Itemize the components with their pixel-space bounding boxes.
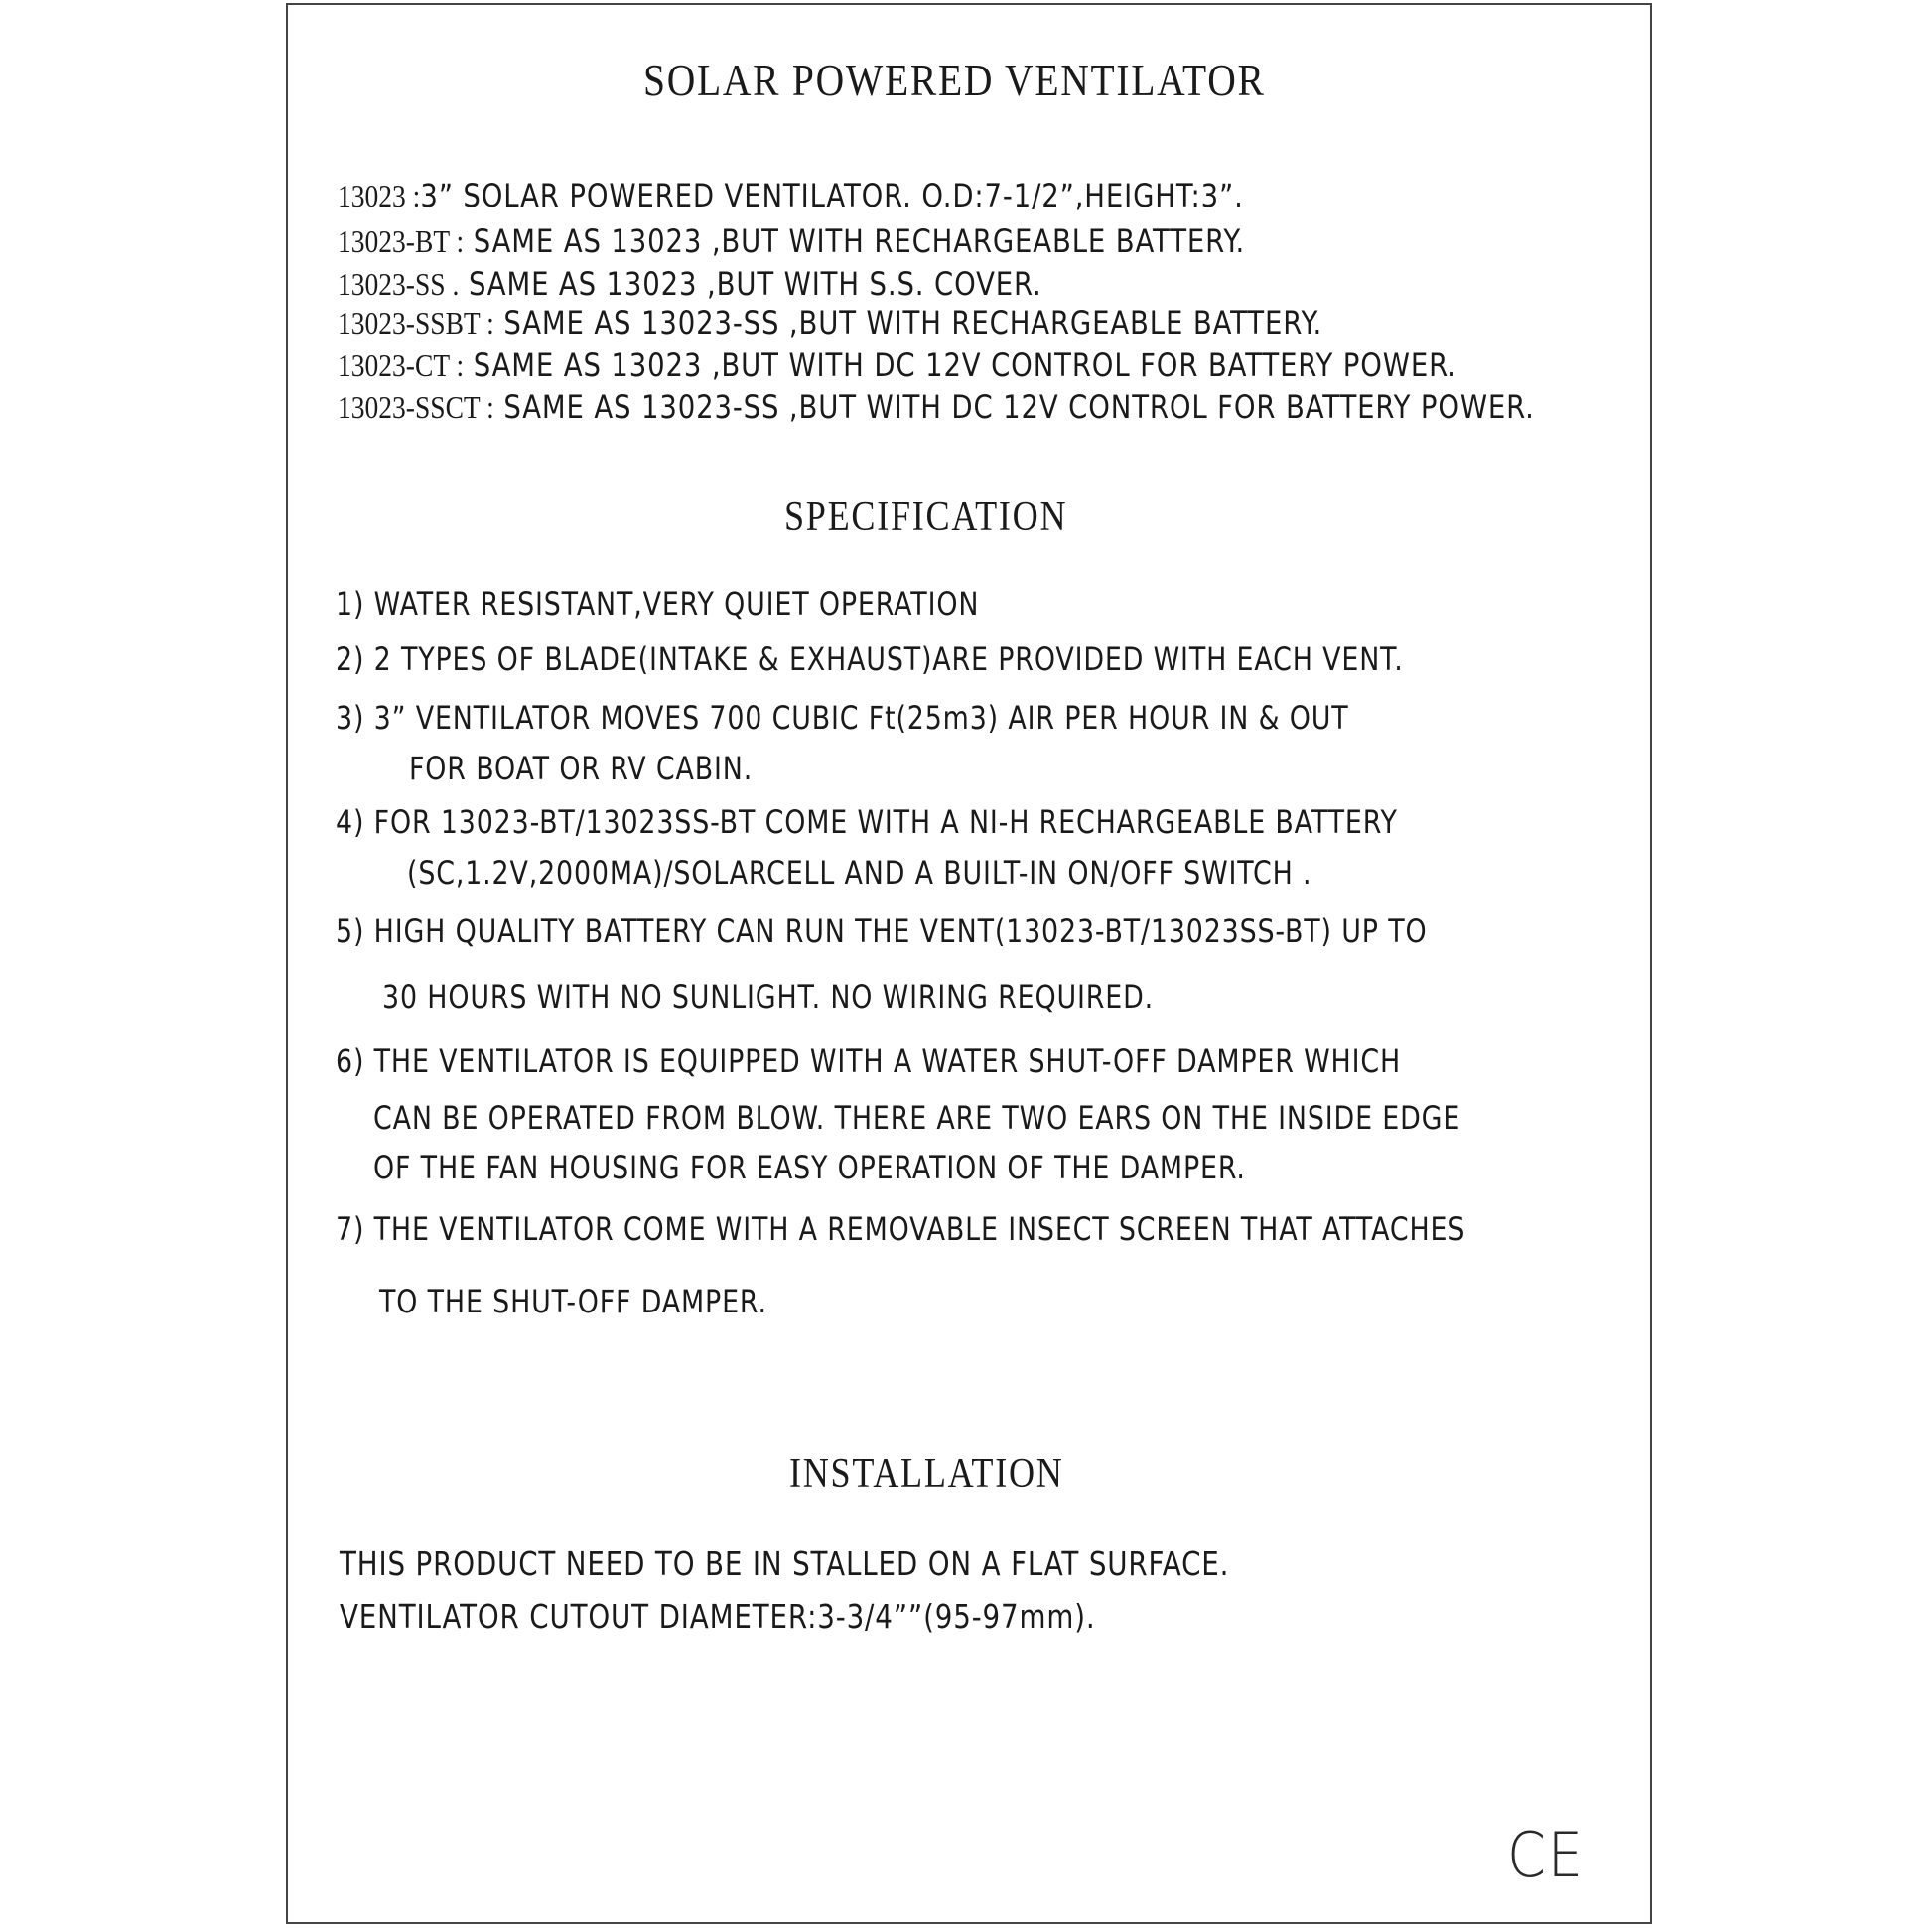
specification-heading: SPECIFICATION xyxy=(784,494,1068,540)
spec-line: CAN BE OPERATED FROM BLOW. THERE ARE TWO EARS ON THE INSIDE EDGE xyxy=(373,1099,1461,1137)
spec-line: 7) THE VENTILATOR COME WITH A REMOVABLE INSECT SCREEN THAT ATTACHES xyxy=(336,1210,1466,1248)
spec-line: TO THE SHUT-OFF DAMPER. xyxy=(379,1283,767,1320)
model-desc: SAME AS 13023 ,BUT WITH DC 12V CONTROL FOR BATTERY POWER. xyxy=(473,346,1457,384)
model-line xyxy=(338,304,1323,342)
spec-line: 30 HOURS WITH NO SUNLIGHT. NO WIRING REQUIRED. xyxy=(382,978,1155,1016)
model-desc: SAME AS 13023 ,BUT WITH RECHARGEABLE BATTERY. xyxy=(473,222,1246,260)
spec-line: 3) 3” VENTILATOR MOVES 700 CUBIC Ft(25m3) AIR PER HOUR IN & OUT xyxy=(336,699,1349,737)
model-line xyxy=(338,346,1457,384)
spec-line: (SC,1.2V,2000MA)/SOLARCELL AND A BUILT-IN ON/OFF SWITCH . xyxy=(407,854,1312,892)
installation-heading: INSTALLATION xyxy=(789,1451,1064,1497)
spec-line: 2) 2 TYPES OF BLADE(INTAKE & EXHAUST)ARE PROVIDED WITH EACH VENT. xyxy=(336,640,1404,678)
model-desc: SAME AS 13023 ,BUT WITH S.S. COVER. xyxy=(468,265,1042,303)
border-gap xyxy=(645,0,874,1)
model-code: 13023-BT : xyxy=(338,223,465,259)
installation-line: THIS PRODUCT NEED TO BE IN STALLED ON A FLAT SURFACE. xyxy=(340,1544,1230,1583)
spec-line: 6) THE VENTILATOR IS EQUIPPED WITH A WATER SHUT-OFF DAMPER WHICH xyxy=(336,1042,1402,1080)
model-code: 13023-SSBT : xyxy=(338,305,494,341)
model-line xyxy=(338,222,1246,260)
model-line xyxy=(338,388,1535,426)
model-code: 13023-SSCT : xyxy=(338,389,494,425)
spec-line: OF THE FAN HOUSING FOR EASY OPERATION OF THE DAMPER. xyxy=(373,1149,1246,1186)
model-code: 13023-SS . xyxy=(338,266,460,302)
ce-mark: CE xyxy=(1507,1819,1585,1891)
document-title: SOLAR POWERED VENTILATOR xyxy=(643,55,1266,105)
model-line xyxy=(338,177,1244,214)
model-code: 13023 : xyxy=(338,178,421,213)
installation-line: VENTILATOR CUTOUT DIAMETER:3-3/4””(95-97mm). xyxy=(340,1597,1096,1636)
spec-line: FOR BOAT OR RV CABIN. xyxy=(409,750,754,787)
model-line xyxy=(338,265,1042,303)
model-desc: 3” SOLAR POWERED VENTILATOR. O.D:7-1/2”,HEIGHT:3”. xyxy=(420,177,1244,214)
spec-line: 5) HIGH QUALITY BATTERY CAN RUN THE VENT(13023-BT/13023SS-BT) UP TO xyxy=(336,912,1428,950)
model-code: 13023-CT : xyxy=(338,347,465,383)
model-desc: SAME AS 13023-SS ,BUT WITH RECHARGEABLE BATTERY. xyxy=(503,304,1323,342)
model-desc: SAME AS 13023-SS ,BUT WITH DC 12V CONTROL FOR BATTERY POWER. xyxy=(503,388,1535,426)
spec-line: 1) WATER RESISTANT,VERY QUIET OPERATION xyxy=(336,585,980,622)
spec-line: 4) FOR 13023-BT/13023SS-BT COME WITH A NI-H RECHARGEABLE BATTERY xyxy=(336,803,1398,841)
